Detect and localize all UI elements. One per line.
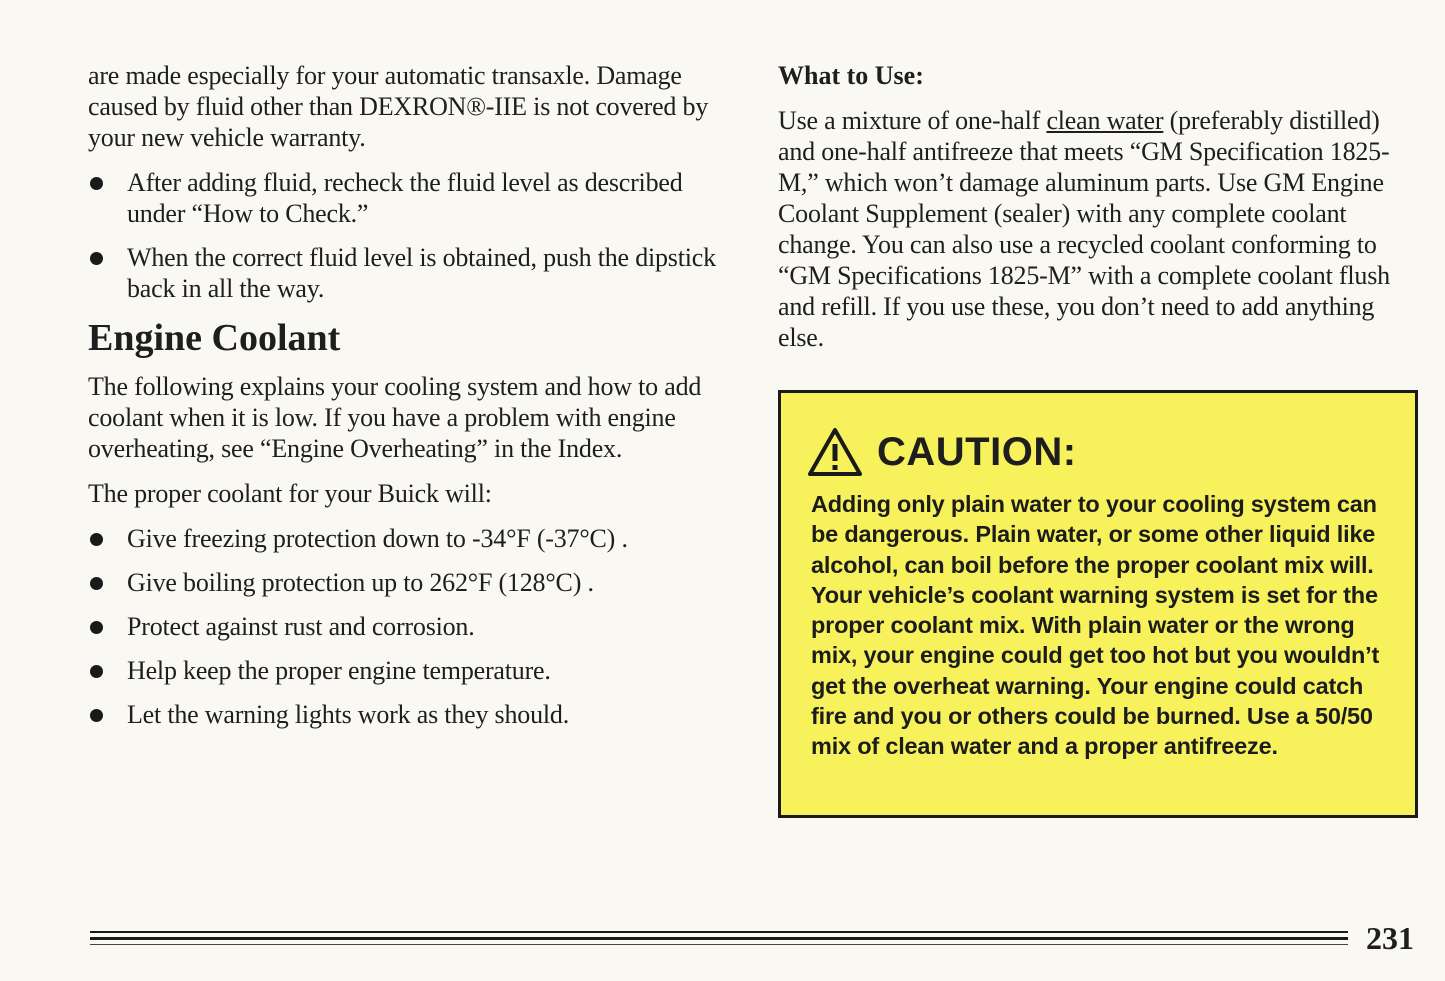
clean-water-emphasis: clean water (1046, 106, 1164, 135)
bullet-icon (90, 621, 103, 634)
check-bullet-list (88, 167, 728, 304)
footer-divider (90, 944, 1348, 945)
warning-triangle-icon (807, 427, 863, 477)
list-item (88, 567, 728, 598)
footer-divider (90, 931, 1348, 933)
what-to-use-paragraph (778, 105, 1418, 353)
page-number: 231 (1366, 920, 1414, 956)
left-column (88, 60, 728, 743)
use-text-start: Use a mixture of one-half (778, 106, 1047, 135)
caution-header (807, 427, 1077, 477)
bullet-text: Let the warning lights work as they should. (127, 700, 569, 729)
caution-text: Adding only plain water to your cooling system can be dangerous. Plain water, or some other liquid like alcohol, can boil before the proper coolant mix will. Your vehicle’s coolant warning system is set for the proper coolant mix. With plain water or the wrong mix, your engine could get too hot but you wouldn’t get the overheat warning. Your engine could catch fire and you or others could be burned. Use a 50/50 mix of clean water and a proper antifreeze. (811, 491, 1380, 760)
bullet-icon (90, 709, 103, 722)
bullet-text: After adding fluid, recheck the fluid level as described under “How to Check.” (127, 168, 683, 228)
bullet-text: Protect against rust and corrosion. (127, 612, 475, 641)
footer-divider (90, 937, 1348, 940)
section-heading: Engine Coolant (88, 317, 341, 359)
bullet-icon (90, 665, 103, 678)
list-item (88, 167, 728, 229)
caution-title: CAUTION: (877, 429, 1077, 474)
right-column (778, 60, 1418, 367)
bullet-icon (90, 533, 103, 546)
caution-box (778, 390, 1418, 818)
list-item (88, 523, 728, 554)
list-item (88, 611, 728, 642)
intro-paragraph: are made especially for your automatic transaxle. Damage caused by fluid other than DEXRON®-IIE is not covered by your new vehicle warranty. (88, 61, 709, 152)
use-text-rest: (preferably distilled) and one-half antifreeze that meets “GM Specification 1825-M,” which won’t damage aluminum parts. Use GM Engine Coolant Supplement (sealer) with any complete coolant change. You can also use a recycled coolant conforming to “GM Specifications 1825-M” with a complete coolant flush and refill. If you use these, you don’t need to add anything else. (778, 106, 1390, 352)
bullet-text: Help keep the proper engine temperature. (127, 656, 551, 685)
coolant-lead: The proper coolant for your Buick will: (88, 479, 492, 508)
list-item (88, 655, 728, 686)
sub-heading: What to Use: (778, 61, 924, 90)
list-item (88, 242, 728, 304)
bullet-text: Give freezing protection down to -34°F (-37°C) . (127, 524, 628, 553)
bullet-icon (90, 577, 103, 590)
bullet-icon (90, 177, 103, 190)
coolant-bullet-list (88, 523, 728, 730)
bullet-icon (90, 252, 103, 265)
list-item (88, 699, 728, 730)
bullet-text: When the correct fluid level is obtained, push the dipstick back in all the way. (127, 243, 716, 303)
section-intro: The following explains your cooling system and how to add coolant when it is low. If you have a problem with engine overheating, see “Engine Overheating” in the Index. (88, 372, 702, 463)
bullet-text: Give boiling protection up to 262°F (128°C) . (127, 568, 594, 597)
